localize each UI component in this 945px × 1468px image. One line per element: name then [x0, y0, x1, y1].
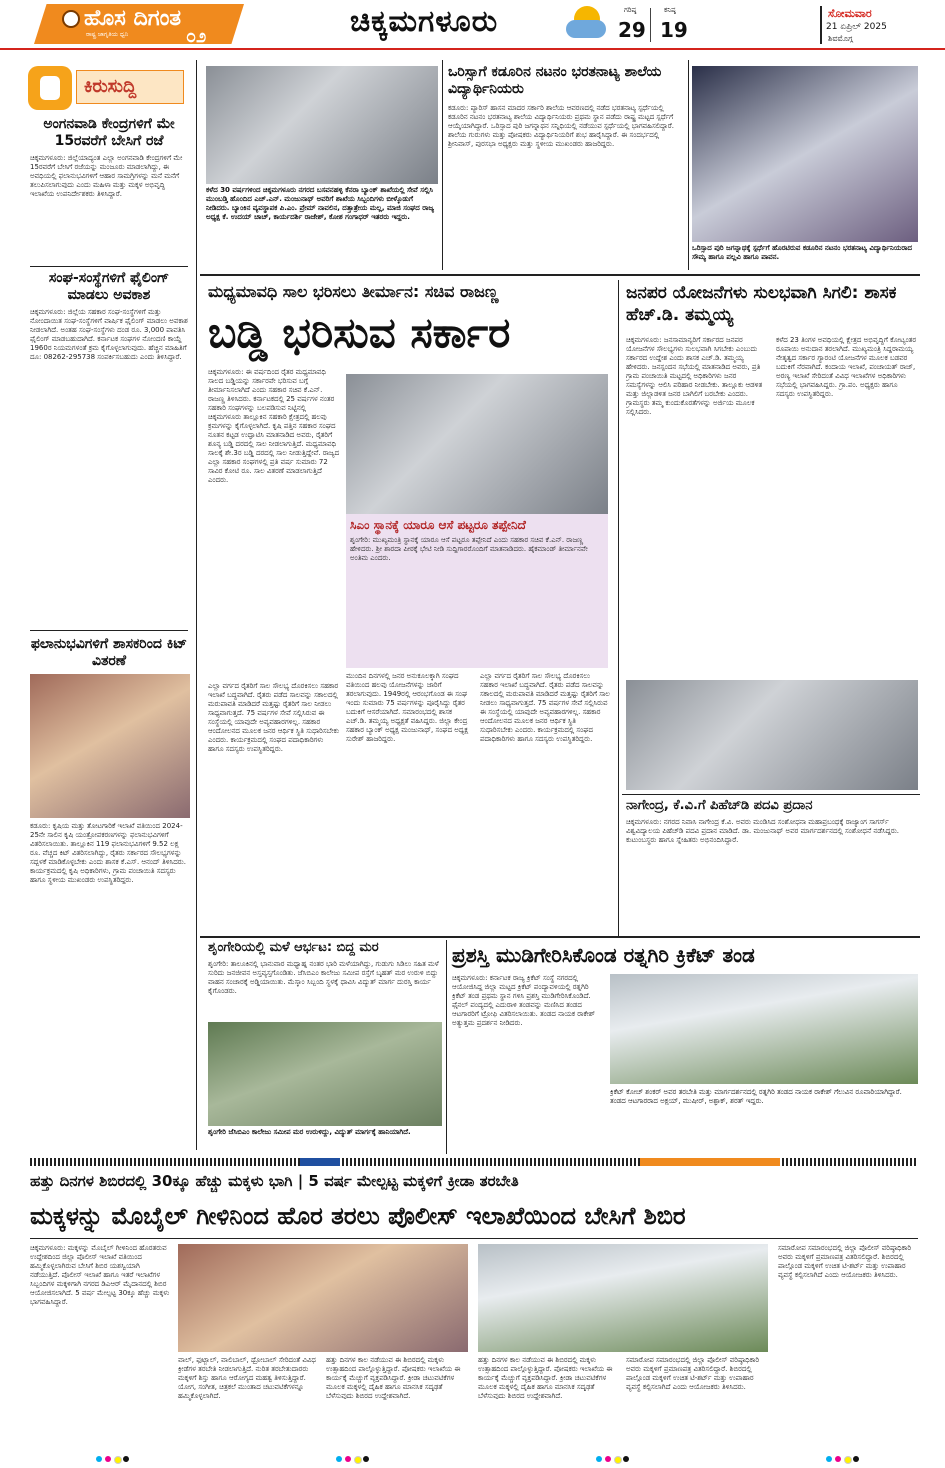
tammayya-col-1: ಚಿಕ್ಕಮಗಳೂರು: ಜನಸಾಮಾನ್ಯರಿಗೆ ಸರ್ಕಾರದ ಜನಪರ ಯೋಜನೆಗಳ ಸೌಲಭ್ಯಗಳು ಸುಲಭವಾಗಿ ಸಿಗಬೇಕು ಎಂಬುದು ಸರ್ಕಾರದ ಉದ್ದೇಶ ಎಂದು ಶಾಸಕ ಎಚ್.ಡಿ. ತಮ್ಮಯ್ಯ ಹೇಳಿದರು. ಜನಸ್ಪಂದನ ಸಭೆಯಲ್ಲಿ ಮಾತನಾಡಿದ ಅವರು, ಪ್ರತಿ ಗ್ರಾಮ ಪಂಚಾಯಿತಿ ಮಟ್ಟದಲ್ಲಿ ಅಧಿಕಾರಿಗಳು ಜನರ ಸಮಸ್ಯೆಗಳನ್ನು ಆಲಿಸಿ ಪರಿಹಾರ ನೀಡಬೇಕು. ತಾಲ್ಲೂಕು ಆಡಳಿತ ಮತ್ತು ಜಿಲ್ಲಾಡಳಿತ ಜನರ ಬಾಗಿಲಿಗೆ ಬರಬೇಕು ಎಂದರು. ಗ್ರಾಮಸ್ಥರು ತಮ್ಮ ಕುಂದುಕೊರತೆಗಳನ್ನು ಅರ್ಜಿಯ ಮೂಲಕ ಸಲ್ಲಿಸಿದರು.: [626, 336, 763, 416]
top-row-bottom-rule: [200, 274, 920, 276]
cricket-caption: ಕ್ರಿಕೆಟ್ ಕೋಚ್ ಶಂಕರ್ ಅವರ ತರಬೇತಿ ಮತ್ತು ಮಾರ್ಗದರ್ಶನದಲ್ಲಿ ರತ್ನಗಿರಿ ತಂಡದ ನಾಯಕ ರಾಕೇಶ್ ಗೆಲುವಿನ ರೂವಾರಿಯಾಗಿದ್ದಾರೆ. ತಂಡದ ಆಟಗಾರರಾದ ಅಕ್ಷಯ್, ಮುಷೀರ್, ಅಶ್ಫಾಕ್, ಶರತ್ ಇದ್ದರು.: [610, 1088, 902, 1105]
weather-cloud-icon: [566, 20, 606, 38]
weather-max-label: ಗರಿಷ್ಠ: [624, 6, 637, 14]
lead-col-1: ಚಿಕ್ಕಮಗಳೂರು: ಈ ವರ್ಷದಿಂದ ರೈತರ ಮಧ್ಯಮಾವಧಿ ಸಾಲದ ಬಡ್ಡಿಯನ್ನು ಸರ್ಕಾರವೇ ಭರಿಸುವ ಬಗ್ಗೆ ತೀರ್ಮಾನಿಸಲಾಗಿದೆ ಎಂದು ಸಹಕಾರ ಸಚಿವ ಕೆ.ಎನ್. ರಾಜಣ್ಣ ತಿಳಿಸಿದರು. ಕರ್ನಾಟಕದಲ್ಲಿ 25 ವರ್ಷಗಳ ನಂತರ ಸಹಕಾರಿ ಸಂಘಗಳನ್ನು ಬಲಪಡಿಸುವ ನಿಟ್ಟಿನಲ್ಲಿ ಚಿಕ್ಕಮಗಳೂರು ತಾಲ್ಲೂಕಿನ ಸಹಕಾರಿ ಕ್ಷೇತ್ರದಲ್ಲಿ ಹಲವು ಕ್ರಮಗಳನ್ನು ಕೈಗೊಳ್ಳಲಾಗಿದೆ. ಕೃಷಿ ಪತ್ತಿನ ಸಹಕಾರ ಸಂಘದ ನೂತನ ಕಟ್ಟಡ ಉದ್ಘಾಟಿಸಿ ಮಾತನಾಡಿದ ಅವರು, ರೈತರಿಗೆ ಶೂನ್ಯ ಬಡ್ಡಿ ದರದಲ್ಲಿ ಸಾಲ ನೀಡಲಾಗುತ್ತಿದೆ. ಮಧ್ಯಮಾವಧಿ ಸಾಲಕ್ಕೆ ಶೇ.3ರ ಬಡ್ಡಿ ದರದಲ್ಲಿ ಸಾಲ ನೀಡುತ್ತಿದ್ದೇವೆ. ರಾಜ್ಯದ ಎಲ್ಲಾ ಸಹಕಾರ ಸಂಘಗಳಲ್ಲಿ ಪ್ರತಿ ವರ್ಷ ಸುಮಾರು 72 ಸಾವಿರ ಕೋಟಿ ರೂ. ಸಾಲ ವಿತರಣೆ ಮಾಡಲಾಗುತ್ತಿದೆ ಎಂದರು.: [208, 368, 340, 484]
weather-min: 19: [660, 18, 688, 42]
kit-distribution-photo: [30, 674, 190, 818]
tammayya-meeting-photo: [626, 680, 918, 790]
hand-icon: [40, 76, 60, 100]
fallen-tree-photo: [208, 1022, 442, 1126]
dance-headline: ಒರಿಸ್ಸಾಗೆ ಕಡೂರಿನ ನಟನಂ ಭರತನಾಟ್ಯ ಶಾಲೆಯ ವಿದ್ಯಾರ್ಥಿನಿಯರು: [448, 64, 662, 97]
section-title: ಚಿಕ್ಕಮಗಳೂರು: [350, 4, 499, 39]
date-text: 21 ಏಪ್ರಿಲ್ 2025: [826, 22, 887, 32]
camp-photo-2: [478, 1244, 768, 1352]
camp-col-5: ಸಮಾರೋಪ ಸಮಾರಂಭದಲ್ಲಿ ಜಿಲ್ಲಾ ಪೊಲೀಸ್ ವರಿಷ್ಠಾಧಿಕಾರಿ ಅವರು ಮಕ್ಕಳಿಗೆ ಪ್ರಮಾಣಪತ್ರ ವಿತರಿಸಲಿದ್ದಾರೆ. ಶಿಬಿರದಲ್ಲಿ ಪಾಲ್ಗೊಂಡ ಮಕ್ಕಳಿಗೆ ಉಚಿತ ಟಿ-ಶರ್ಟ್ ಮತ್ತು ಉಪಾಹಾರ ವ್ಯವಸ್ಥೆ ಕಲ್ಪಿಸಲಾಗಿದೆ ಎಂದು ಆಯೋಜಕರು ತಿಳಿಸಿದರು.: [626, 1356, 760, 1391]
nagendra-headline: ನಾಗೇಂದ್ರ, ಕೆ.ವಿ.ಗೆ ಪಿಹೆಚ್‌ಡಿ ಪದವಿ ಪ್ರದಾನ: [626, 798, 813, 813]
logo-text: ಹೊಸ ದಿಗಂತ: [84, 6, 182, 31]
brief-divider-1: [30, 266, 188, 267]
camp-separator: [30, 1158, 918, 1166]
lead-col-4: ಎಲ್ಲಾ ವರ್ಗದ ರೈತರಿಗೆ ಸಾಲ ಸೌಲಭ್ಯ ದೊರಕಿಸಲು ಸಹಕಾರ ಇಲಾಖೆ ಬದ್ಧವಾಗಿದೆ. ರೈತರು ಪಡೆದ ಸಾಲವನ್ನು ಸಕಾಲದಲ್ಲಿ ಮರುಪಾವತಿ ಮಾಡಿದರೆ ಮತ್ತಷ್ಟು ರೈತರಿಗೆ ಸಾಲ ನೀಡಲು ಸಾಧ್ಯವಾಗುತ್ತದೆ. 75 ವರ್ಷಗಳ ಸೇವೆ ಸಲ್ಲಿಸಿರುವ ಈ ಸಂಸ್ಥೆಯಲ್ಲಿ ಯಾವುದೇ ಅವ್ಯವಹಾರಗಳಿಲ್ಲ. ಸಹಕಾರ ಆಂದೋಲನದ ಮೂಲಕ ಜನರ ಆರ್ಥಿಕ ಸ್ಥಿತಿ ಸುಧಾರಿಸಬೇಕು ಎಂದರು. ಕಾರ್ಯಕ್ರಮದಲ್ಲಿ ಸಂಘದ ಪದಾಧಿಕಾರಿಗಳು ಹಾಗೂ ಸದಸ್ಯರು ಉಪಸ್ಥಿತರಿದ್ದರು.: [480, 672, 610, 743]
minister-event-photo: [346, 374, 608, 514]
masthead-rule: [0, 48, 945, 50]
city-name: ಶಿವಮೊಗ್ಗ: [828, 34, 853, 43]
lead-col-3: ಮುಂದಿನ ದಿನಗಳಲ್ಲಿ ಜನರ ಅನುಕೂಲಕ್ಕಾಗಿ ಸಂಘದ ವತಿಯಿಂದ ಹಲವು ಯೋಜನೆಗಳನ್ನು ಜಾರಿಗೆ ತರಲಾಗುವುದು. 1949ರಲ್ಲಿ ಆರಂಭಗೊಂಡ ಈ ಸಂಘ ಇಂದು ಸುಮಾರು 75 ವರ್ಷಗಳನ್ನು ಪೂರೈಸಿದ್ದು ರೈತರ ಬದುಕಿಗೆ ಆಸರೆಯಾಗಿದೆ. ಸಮಾರಂಭದಲ್ಲಿ ಶಾಸಕ ಎಚ್.ಡಿ. ತಮ್ಮಯ್ಯ ಅಧ್ಯಕ್ಷತೆ ವಹಿಸಿದ್ದರು. ಜಿಲ್ಲಾ ಕೇಂದ್ರ ಸಹಕಾರ ಬ್ಯಾಂಕ್ ಅಧ್ಯಕ್ಷ ಮಂಜುನಾಥ್, ಸಂಘದ ಅಧ್ಯಕ್ಷ ಸುರೇಶ್ ಹಾಜರಿದ್ದರು.: [346, 672, 469, 743]
weather-min-label: ಕನಿಷ್ಠ: [664, 6, 676, 14]
camp-kicker: ಹತ್ತು ದಿನಗಳ ಶಿಬಿರದಲ್ಲಿ 30ಕ್ಕೂ ಹೆಚ್ಚು ಮಕ್ಕಳು ಭಾಗಿ | 5 ವರ್ಷ ಮೇಲ್ಪಟ್ಟ ಮಕ್ಕಳಿಗೆ ಕ್ರೀಡಾ ತರಬೇತಿ: [30, 1172, 519, 1190]
top-divider-a: [442, 60, 443, 270]
nagendra-text: ಚಿಕ್ಕಮಗಳೂರು: ನಗರದ ನಿವಾಸಿ ನಾಗೇಂದ್ರ ಕೆ.ವಿ. ಅವರು ಮಂಡಿಸಿದ ಸಂಶೋಧನಾ ಮಹಾಪ್ರಬಂಧಕ್ಕೆ ರಾಜ್ಯಾಂಗ ಸಾಗರ್ಸ್ ವಿಶ್ವವಿದ್ಯಾಲಯ ಪಿಹೆಚ್‌ಡಿ ಪದವಿ ಪ್ರದಾನ ಮಾಡಿದೆ. ಡಾ. ಮಂಜುನಾಥ್ ಅವರ ಮಾರ್ಗದರ್ಶನದಲ್ಲಿ ಸಂಶೋಧನೆ ನಡೆಸಿದ್ದರು. ಕುಟುಂಬಸ್ಥರು ಹಾಗೂ ಸ್ನೇಹಿತರು ಅಭಿನಂದಿಸಿದ್ದಾರೆ.: [626, 818, 900, 844]
tammayya-col-2: ಕಳೆದ 23 ತಿಂಗಳ ಅವಧಿಯಲ್ಲಿ ಕ್ಷೇತ್ರದ ಅಭಿವೃದ್ಧಿಗೆ ಕೋಟ್ಯಂತರ ರೂಪಾಯಿ ಅನುದಾನ ತರಲಾಗಿದೆ. ಮುಖ್ಯಮಂತ್ರಿ ಸಿದ್ದರಾಮಯ್ಯ ನೇತೃತ್ವದ ಸರ್ಕಾರ ಗ್ಯಾರಂಟಿ ಯೋಜನೆಗಳ ಮೂಲಕ ಬಡವರ ಬದುಕಿಗೆ ನೆರವಾಗಿದೆ. ಕಂದಾಯ ಇಲಾಖೆ, ಪಂಚಾಯತ್ ರಾಜ್, ಅರಣ್ಯ ಇಲಾಖೆ ಸೇರಿದಂತೆ ವಿವಿಧ ಇಲಾಖೆಗಳ ಅಧಿಕಾರಿಗಳು ಸಭೆಯಲ್ಲಿ ಭಾಗವಹಿಸಿದ್ದರು. ಗ್ರಾ.ಪಂ. ಅಧ್ಯಕ್ಷರು ಹಾಗೂ ಸದಸ್ಯರು ಉಪಸ್ಥಿತರಿದ್ದರು.: [776, 336, 917, 398]
brief-headline-2: ಸಂಘ-ಸಂಸ್ಥೆಗಳಿಗೆ ಫೈಲಿಂಗ್ ಮಾಡಲು ಅವಕಾಶ: [48, 270, 170, 303]
camp-headline: ಮಕ್ಕಳನ್ನು ಮೊಬೈಲ್ ಗೀಳಿನಿಂದ ಹೊರ ತರಲು ಪೊಲೀಸ್ ಇಲಾಖೆಯಿಂದ ಬೇಸಿಗೆ ಶಿಬಿರ: [30, 1202, 686, 1230]
camp-col-3: ಹತ್ತು ದಿನಗಳ ಕಾಲ ನಡೆಯುವ ಈ ಶಿಬಿರದಲ್ಲಿ ಮಕ್ಕಳು ಉತ್ಸಾಹದಿಂದ ಪಾಲ್ಗೊಳ್ಳುತ್ತಿದ್ದಾರೆ. ಪೋಷಕರು ಇಲಾಖೆಯ ಈ ಕಾರ್ಯಕ್ಕೆ ಮೆಚ್ಚುಗೆ ವ್ಯಕ್ತಪಡಿಸಿದ್ದಾರೆ. ಕ್ರೀಡಾ ಚಟುವಟಿಕೆಗಳ ಮೂಲಕ ಮಕ್ಕಳಲ್ಲಿ ದೈಹಿಕ ಹಾಗೂ ಮಾನಸಿಕ ಸದೃಢತೆ ಬೆಳೆಸುವುದು ಶಿಬಿರದ ಉದ್ದೇಶವಾಗಿದೆ.: [326, 1356, 461, 1400]
brief-headline-1: ಅಂಗನವಾಡಿ ಕೇಂದ್ರಗಳಿಗೆ ಮೇ 15ರವರೆಗೆ ಬೇಸಿಗೆ ರಜೆ: [43, 116, 175, 149]
rain-right-rule: [446, 940, 447, 1154]
dancers-photo: [692, 66, 918, 242]
camp-col-6: ಸಮಾರೋಪ ಸಮಾರಂಭದಲ್ಲಿ ಜಿಲ್ಲಾ ಪೊಲೀಸ್ ವರಿಷ್ಠಾಧಿಕಾರಿ ಅವರು ಮಕ್ಕಳಿಗೆ ಪ್ರಮಾಣಪತ್ರ ವಿತರಿಸಲಿದ್ದಾರೆ. ಶಿಬಿರದಲ್ಲಿ ಪಾಲ್ಗೊಂಡ ಮಕ್ಕಳಿಗೆ ಉಚಿತ ಟಿ-ಶರ್ಟ್ ಮತ್ತು ಉಪಾಹಾರ ವ್ಯವಸ್ಥೆ ಕಲ್ಪಿಸಲಾಗಿದೆ ಎಂದು ಆಯೋಜಕರು ತಿಳಿಸಿದರು.: [778, 1244, 912, 1279]
brief-text-1: ಚಿಕ್ಕಮಗಳೂರು: ಜಿಲ್ಲೆಯಾದ್ಯಂತ ಎಲ್ಲಾ ಅಂಗನವಾಡಿ ಕೇಂದ್ರಗಳಿಗೆ ಮೇ 15ರವರೆಗೆ ಬೇಸಿಗೆ ರಜೆಯನ್ನು ಮಂಜೂರು ಮಾಡಲಾಗಿದ್ದು, ಈ ಅವಧಿಯಲ್ಲಿ ಫಲಾನುಭವಿಗಳಿಗೆ ಆಹಾರ ಸಾಮಗ್ರಿಗಳನ್ನು ಮನೆ ಮನೆಗೆ ತಲುಪಿಸಲಾಗುವುದು ಎಂದು ಮಹಿಳಾ ಮತ್ತು ಮಕ್ಕಳ ಅಭಿವೃದ್ಧಿ ಇಲಾಖೆಯ ಉಪನಿರ್ದೇಶಕರು ತಿಳಿಸಿದ್ದಾರೆ.: [30, 154, 183, 198]
bank-farewell-caption: ಕಳೆದ 30 ವರ್ಷಗಳಿಂದ ಚಿಕ್ಕಮಗಳೂರು ನಗರದ ಬಸವನಹಳ್ಳಿ ಕೆನರಾ ಬ್ಯಾಂಕ್ ಶಾಖೆಯಲ್ಲಿ ಸೇವೆ ಸಲ್ಲಿಸಿ ಮುಂಬಡ್ತಿ ಹೊಂದಿದ ಎಚ್.ಎನ್. ಮಂಜುನಾಥ್ ಅವರಿಗೆ ಶಾಖೆಯ ಸಿಬ್ಬಂದಿಗಳು ಬೀಳ್ಕೊಡುಗೆ ನೀಡಿದರು. ಬ್ಯಾಂಕಿನ ವ್ಯವಸ್ಥಾಪಕ ಪಿ.ಎಂ. ಪ್ರೇಮ್ ನಾವಲಿನ, ದತ್ತಾತ್ರೇಯ ಮಲ್ಲ, ಮಾಜಿ ಸಂಘದ ರಾಜ್ಯ ಅಧ್ಯಕ್ಷ ಕೆ. ಉದಯ್ ಚಾಚ್, ಕಾರ್ಯದರ್ಶಿ ರಾಜೇಶ್, ಕೋಶ ಗಂಗಾಧರ್ ಇತರರು ಇದ್ದರು.: [206, 186, 435, 221]
camp-rule: [30, 1238, 918, 1239]
cricket-team-photo: [610, 974, 918, 1084]
camp-col-1: ಚಿಕ್ಕಮಗಳೂರು: ಮಕ್ಕಳನ್ನು ಮೊಬೈಲ್ ಗೀಳಿನಿಂದ ಹೊರತರುವ ಉದ್ದೇಶದಿಂದ ಜಿಲ್ಲಾ ಪೊಲೀಸ್ ಇಲಾಖೆ ವತಿಯಿಂದ ಹಮ್ಮಿಕೊಳ್ಳಲಾಗಿರುವ ಬೇಸಿಗೆ ಶಿಬಿರ ಯಶಸ್ವಿಯಾಗಿ ನಡೆಯುತ್ತಿದೆ. ಪೊಲೀಸ್ ಇಲಾಖೆ ಹಾಗೂ ಇತರೆ ಇಲಾಖೆಗಳ ಸಿಬ್ಬಂದಿಗಳ ಮಕ್ಕಳಿಗಾಗಿ ನಗರದ ಡಿಎಆರ್ ಮೈದಾನದಲ್ಲಿ ಶಿಬಿರ ಆಯೋಜಿಸಲಾಗಿದೆ. 5 ವರ್ಷ ಮೇಲ್ಪಟ್ಟ 30ಕ್ಕೂ ಹೆಚ್ಚು ಮಕ್ಕಳು ಭಾಗವಹಿಸಿದ್ದಾರೆ.: [30, 1244, 170, 1306]
tammayya-headline: ಜನಪರ ಯೋಜನೆಗಳು ಸುಲಭವಾಗಿ ಸಿಗಲಿ: ಶಾಸಕ ಹೆಚ್.ಡಿ. ತಮ್ಮಯ್ಯ: [626, 283, 897, 325]
masthead: [0, 0, 945, 48]
brief-headline-3: ಫಲಾನುಭವಿಗಳಿಗೆ ಶಾಸಕರಿಂದ ಕಿಟ್ ವಿತರಣೆ: [30, 636, 188, 669]
registration-marks: [96, 1456, 856, 1464]
logo-tagline: ರಾಷ್ಟ್ರ ಜಾಗೃತಿಯ ಧ್ವನಿ: [86, 31, 129, 38]
lead-col-2: ಎಲ್ಲಾ ವರ್ಗದ ರೈತರಿಗೆ ಸಾಲ ಸೌಲಭ್ಯ ದೊರಕಿಸಲು ಸಹಕಾರ ಇಲಾಖೆ ಬದ್ಧವಾಗಿದೆ. ರೈತರು ಪಡೆದ ಸಾಲವನ್ನು ಸಕಾಲದಲ್ಲಿ ಮರುಪಾವತಿ ಮಾಡಿದರೆ ಮತ್ತಷ್ಟು ರೈತರಿಗೆ ಸಾಲ ನೀಡಲು ಸಾಧ್ಯವಾಗುತ್ತದೆ. 75 ವರ್ಷಗಳ ಸೇವೆ ಸಲ್ಲಿಸಿರುವ ಈ ಸಂಸ್ಥೆಯಲ್ಲಿ ಯಾವುದೇ ಅವ್ಯವಹಾರಗಳಿಲ್ಲ. ಸಹಕಾರ ಆಂದೋಲನದ ಮೂಲಕ ಜನರ ಆರ್ಥಿಕ ಸ್ಥಿತಿ ಸುಧಾರಿಸಬೇಕು ಎಂದರು. ಕಾರ್ಯಕ್ರಮದಲ್ಲಿ ಸಂಘದ ಪದಾಧಿಕಾರಿಗಳು ಹಾಗೂ ಸದಸ್ಯರು ಉಪಸ್ಥಿತರಿದ್ದರು.: [208, 682, 340, 753]
dance-story: ಕಡೂರು: ಪ್ಯಾರಿಸ್ ಹಾಸನ ಮಾದರ ಸರ್ಕಾರಿ ಶಾಲೆಯ ಆವರಣದಲ್ಲಿ ನಡೆದ ಭರತನಾಟ್ಯ ಸ್ಪರ್ಧೆಯಲ್ಲಿ ಕಡೂರಿನ ನಟನಂ ಭರತನಾಟ್ಯ ಶಾಲೆಯ ವಿದ್ಯಾರ್ಥಿನಿಯರು ಪ್ರಥಮ ಸ್ಥಾನ ಪಡೆದು ರಾಷ್ಟ್ರ ಮಟ್ಟದ ಸ್ಪರ್ಧೆಗೆ ಆಯ್ಕೆಯಾಗಿದ್ದಾರೆ. ಒರಿಸ್ಸಾದ ಪುರಿ ಜಗನ್ನಾಥನ ಸನ್ನಿಧಿಯಲ್ಲಿ ನಡೆಯುವ ಸ್ಪರ್ಧೆಯಲ್ಲಿ ಭಾಗವಹಿಸಲಿದ್ದಾರೆ. ಶಾಲೆಯ ಗುರುಗಳು ಮತ್ತು ಪೋಷಕರು ವಿದ್ಯಾರ್ಥಿನಿಯರಿಗೆ ಶುಭ ಹಾರೈಸಿದ್ದಾರೆ. ಈ ಸಂದರ್ಭದಲ್ಲಿ ಶ್ರೀನಿವಾಸ್, ಪುರಸಭಾ ಅಧ್ಯಕ್ಷರು ಮತ್ತು ಸ್ಥಳೀಯ ಮುಖಂಡರು ಹಾಜರಿದ್ದರು.: [448, 104, 674, 148]
rain-headline: ಶೃಂಗೇರಿಯಲ್ಲಿ ಮಳೆ ಆರ್ಭಟ: ಬಿದ್ದ ಮರ: [208, 940, 379, 955]
cm-post-text: ಶೃಂಗೇರಿ: ಮುಖ್ಯಮಂತ್ರಿ ಸ್ಥಾನಕ್ಕೆ ಯಾರೂ ಆಸೆ ಪಟ್ಟರೂ ತಪ್ಪೇನಿದೆ ಎಂದು ಸಹಕಾರ ಸಚಿವ ಕೆ.ಎನ್. ರಾಜಣ್ಣ ಹೇಳಿದರು. ಶ್ರೀ ಶಾರದಾ ಪೀಠಕ್ಕೆ ಭೇಟಿ ನೀಡಿ ಸುದ್ದಿಗಾರರೊಂದಿಗೆ ಮಾತನಾಡಿದರು. ಹೈಕಮಾಂಡ್ ತೀರ್ಮಾನವೇ ಅಂತಿಮ ಎಂದರು.: [350, 536, 588, 562]
weather-max: 29: [618, 18, 646, 42]
camp-separator-blue: [300, 1158, 340, 1166]
cm-post-headline: ಸಿಎಂ ಸ್ಥಾನಕ್ಕೆ ಯಾರೂ ಆಸೆ ಪಟ್ಟರೂ ತಪ್ಪೇನಿದೆ: [350, 518, 526, 532]
fallen-tree-caption: ಶೃಂಗೇರಿ ಜೆಸಿಬಿಎಂ ಕಾಲೇಜು ಸಮೀಪ ಮರ ಉರುಳಿದ್ದು, ವಿದ್ಯುತ್ ಮಾರ್ಗಕ್ಕೆ ಹಾನಿಯಾಗಿದೆ.: [208, 1128, 411, 1136]
cricket-text: ಚಿಕ್ಕಮಗಳೂರು: ಕರ್ನಾಟಕ ರಾಜ್ಯ ಕ್ರಿಕೆಟ್ ಸಂಸ್ಥೆ ನಗರದಲ್ಲಿ ಆಯೋಜಿಸಿದ್ದ ಜಿಲ್ಲಾ ಮಟ್ಟದ ಕ್ರಿಕೆಟ್ ಪಂದ್ಯಾವಳಿಯಲ್ಲಿ ರತ್ನಗಿರಿ ಕ್ರಿಕೆಟ್ ತಂಡ ಪ್ರಥಮ ಸ್ಥಾನ ಗಳಿಸಿ ಪ್ರಶಸ್ತಿ ಮುಡಿಗೇರಿಸಿಕೊಂಡಿದೆ. ಫೈನಲ್ ಪಂದ್ಯದಲ್ಲಿ ಎದುರಾಳಿ ತಂಡವನ್ನು ಮಣಿಸಿದ ತಂಡದ ಆಟಗಾರರಿಗೆ ಟ್ರೋಫಿ ವಿತರಿಸಲಾಯಿತು. ತಂಡದ ನಾಯಕ ರಾಕೇಶ್ ಅತ್ಯುತ್ತಮ ಪ್ರದರ್ಶನ ನೀಡಿದರು.: [452, 974, 596, 1027]
top-divider-b: [688, 60, 689, 270]
dancers-caption: ಒರಿಸ್ಸಾದ ಪುರಿ ಜಗನ್ನಾಥಕ್ಕೆ ಸ್ಪರ್ಧೆಗೆ ಹೊರಟಿರುವ ಕಡೂರಿನ ನಟನಂ ಭರತನಾಟ್ಯ ವಿದ್ಯಾರ್ಥಿನಿಯರಾದ ಸೌಮ್ಯ ಹಾಗೂ ಪಲ್ಲವಿ ಹಾಗೂ ಪಾವನ.: [692, 244, 913, 261]
lead-right-rule: [618, 280, 619, 936]
lead-headline: ಬಡ್ಡಿ ಭರಿಸುವ ಸರ್ಕಾರ: [208, 308, 511, 357]
camp-col-4: ಹತ್ತು ದಿನಗಳ ಕಾಲ ನಡೆಯುವ ಈ ಶಿಬಿರದಲ್ಲಿ ಮಕ್ಕಳು ಉತ್ಸಾಹದಿಂದ ಪಾಲ್ಗೊಳ್ಳುತ್ತಿದ್ದಾರೆ. ಪೋಷಕರು ಇಲಾಖೆಯ ಈ ಕಾರ್ಯಕ್ಕೆ ಮೆಚ್ಚುಗೆ ವ್ಯಕ್ತಪಡಿಸಿದ್ದಾರೆ. ಕ್ರೀಡಾ ಚಟುವಟಿಕೆಗಳ ಮೂಲಕ ಮಕ್ಕಳಲ್ಲಿ ದೈಹಿಕ ಹಾಗೂ ಮಾನಸಿಕ ಸದೃಢತೆ ಬೆಳೆಸುವುದು ಶಿಬಿರದ ಉದ್ದೇಶವಾಗಿದೆ.: [478, 1356, 613, 1400]
camp-photo-1: [178, 1244, 468, 1352]
weather-divider: [650, 8, 651, 42]
rain-text: ಶೃಂಗೇರಿ: ತಾಲೂಕಿನಲ್ಲಿ ಭಾನುವಾರ ಮಧ್ಯಾಹ್ನ ನಂತರ ಭಾರಿ ಮಳೆಯಾಗಿದ್ದು, ಗುಡುಗು ಸಿಡಿಲು ಸಹಿತ ಮಳೆ ಸುರಿದು ಜನಜೀವನ ಅಸ್ತವ್ಯಸ್ತಗೊಂಡಿತು. ಜೆಸಿಬಿಎಂ ಕಾಲೇಜು ಸಮೀಪ ರಸ್ತೆಗೆ ಬೃಹತ್ ಮರ ಉರುಳಿ ಬಿದ್ದು ವಾಹನ ಸಂಚಾರಕ್ಕೆ ಅಡ್ಡಿಯಾಯಿತು. ಮೆಸ್ಕಾಂ ಸಿಬ್ಬಂದಿ ಸ್ಥಳಕ್ಕೆ ಧಾವಿಸಿ ವಿದ್ಯುತ್ ಮಾರ್ಗ ದುರಸ್ತಿ ಕಾರ್ಯ ಕೈಗೊಂಡರು.: [208, 960, 439, 995]
bank-farewell-photo: [206, 66, 438, 184]
camp-col-2: ವಾಲ್, ಫುಟ್ಬಾಲ್, ವಾಲಿಬಾಲ್, ಥ್ರೋಬಾಲ್ ಸೇರಿದಂತೆ ವಿವಿಧ ಕ್ರೀಡೆಗಳ ತರಬೇತಿ ನೀಡಲಾಗುತ್ತಿದೆ. ನುರಿತ ತರಬೇತುದಾರರು ಮಕ್ಕಳಿಗೆ ಶಿಸ್ತು ಹಾಗೂ ಆರೋಗ್ಯದ ಮಹತ್ವ ತಿಳಿಸುತ್ತಿದ್ದಾರೆ. ಯೋಗ, ಸಂಗೀತ, ಚಿತ್ರಕಲೆ ಮುಂತಾದ ಚಟುವಟಿಕೆಗಳನ್ನೂ ಹಮ್ಮಿಕೊಳ್ಳಲಾಗಿದೆ.: [178, 1356, 316, 1400]
tammayya-bottom-rule: [622, 794, 920, 795]
logo-emblem-icon: [62, 10, 80, 28]
page-number: ೦೨: [186, 26, 207, 47]
day-name: ಸೋಮವಾರ: [828, 7, 872, 20]
mid-row-rule: [200, 936, 920, 938]
camp-separator-orange: [640, 1158, 780, 1166]
lead-kicker: ಮಧ್ಯಮಾವಧಿ ಸಾಲ ಭರಿಸಲು ತೀರ್ಮಾನ: ಸಚಿವ ರಾಜಣ್ಣ: [208, 282, 499, 301]
brief-text-2: ಚಿಕ್ಕಮಗಳೂರು: ಜಿಲ್ಲೆಯ ಸಹಕಾರ ಸಂಘ-ಸಂಸ್ಥೆಗಳಿಗೆ ಮತ್ತು ನೋಂದಾಯಿತ ಸಂಘ-ಸಂಸ್ಥೆಗಳಿಗೆ ವಾರ್ಷಿಕ ಫೈಲಿಂಗ್ ಮಾಡಲು ಅವಕಾಶ ನೀಡಲಾಗಿದೆ. ಅಂತಹ ಸಂಘ-ಸಂಸ್ಥೆಗಳು ದಂಡ ರೂ. 3,000 ಪಾವತಿಸಿ ಫೈಲಿಂಗ್ ಮಾಡಬಹುದಾಗಿದೆ. ಕರ್ನಾಟಕ ಸಂಘಗಳ ನೋಂದಣಿ ಕಾಯ್ದೆ 1960ರ ನಿಯಮಗಳಂತೆ ಕ್ರಮ ಕೈಗೊಳ್ಳಲಾಗುವುದು. ಹೆಚ್ಚಿನ ಮಾಹಿತಿಗೆ ದೂ: 08262-295738 ಸಂಪರ್ಕಿಸಬಹುದು ಎಂದು ತಿಳಿಸಿದ್ದಾರೆ.: [30, 308, 188, 361]
left-column-rule: [196, 60, 197, 1150]
kiru-title: ಕಿರುಸುದ್ದಿ: [84, 76, 137, 97]
cricket-headline: ಪ್ರಶಸ್ತಿ ಮುಡಿಗೇರಿಸಿಕೊಂಡ ರತ್ನಗಿರಿ ಕ್ರಿಕೆಟ್ ತಂಡ: [452, 943, 755, 967]
brief-divider-2: [30, 630, 188, 631]
brief-text-3: ಕಡೂರು: ಕೃಷಿಯ ಮತ್ತು ತೋಟಗಾರಿಕೆ ಇಲಾಖೆ ವತಿಯಿಂದ 2024-25ನೇ ಸಾಲಿನ ಕೃಷಿ ಯಂತ್ರೋಪಕರಣಗಳನ್ನು ಫಲಾನುಭವಿಗಳಿಗೆ ವಿತರಿಸಲಾಯಿತು. ತಾಲ್ಲೂಕಿನ 119 ಫಲಾನುಭವಿಗಳಿಗೆ 9.52 ಲಕ್ಷ ರೂ. ವೆಚ್ಚದ ಕಿಟ್ ವಿತರಿಸಲಾಗಿದ್ದು, ರೈತರು ಸರ್ಕಾರದ ಸೌಲಭ್ಯಗಳನ್ನು ಸದ್ಬಳಕೆ ಮಾಡಿಕೊಳ್ಳಬೇಕು ಎಂದು ಶಾಸಕ ಕೆ.ಎಸ್. ಆನಂದ್ ತಿಳಿಸಿದರು. ಕಾರ್ಯಕ್ರಮದಲ್ಲಿ ಕೃಷಿ ಅಧಿಕಾರಿಗಳು, ಗ್ರಾಮ ಪಂಚಾಯಿತಿ ಸದಸ್ಯರು ಹಾಗೂ ಸ್ಥಳೀಯ ಮುಖಂಡರು ಉಪಸ್ಥಿತರಿದ್ದರು.: [30, 822, 186, 884]
